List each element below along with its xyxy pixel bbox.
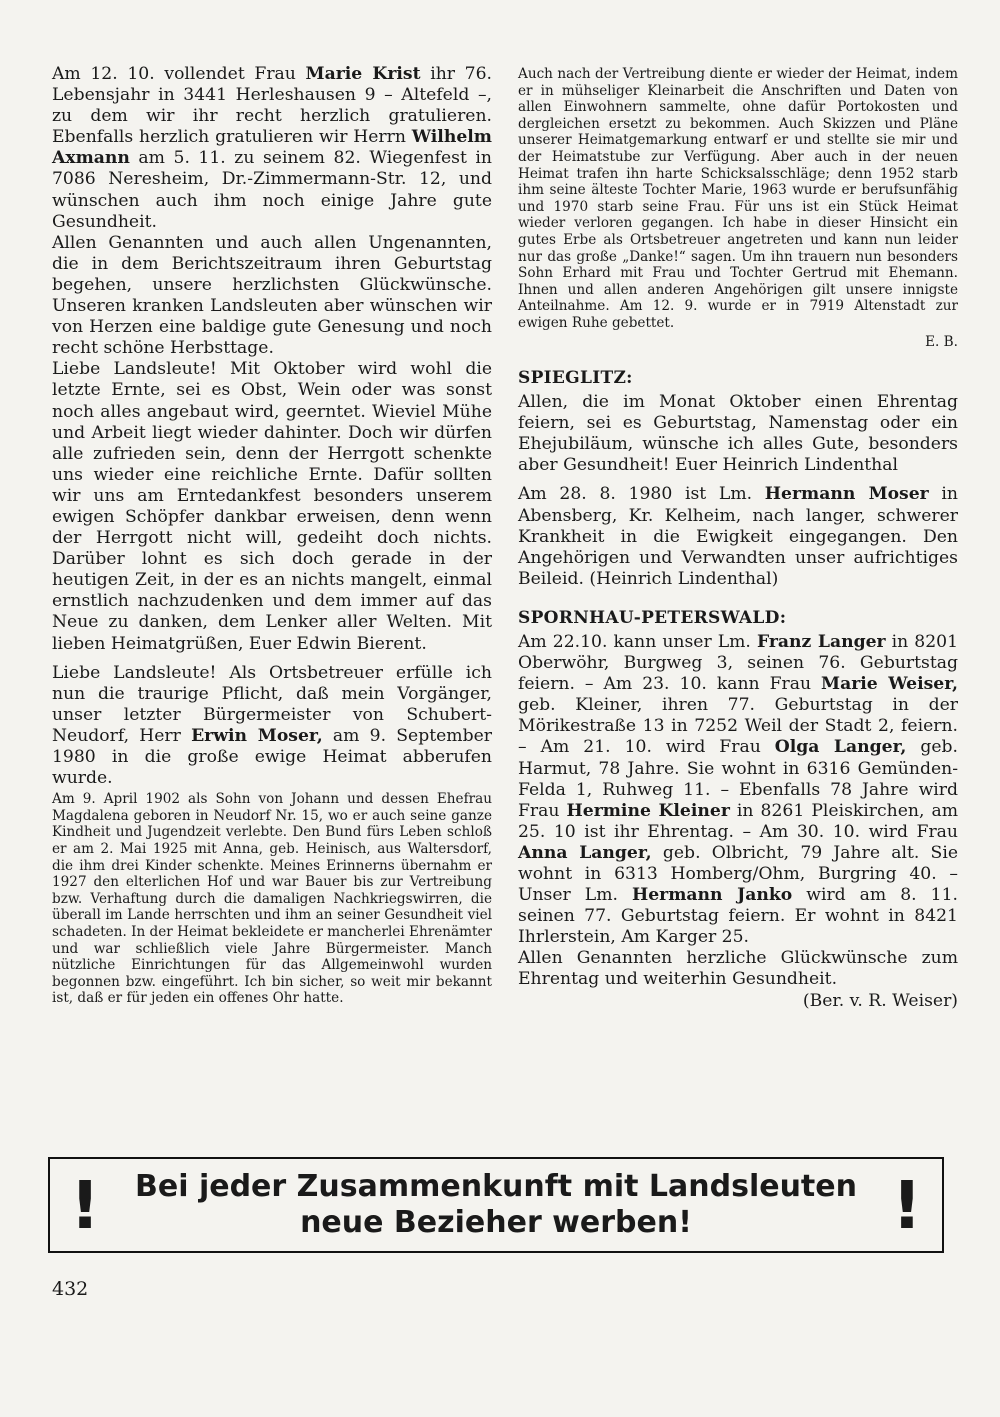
paragraph-obituary-intro (52, 663, 492, 790)
paragraph-harvest (52, 359, 492, 654)
text-run: Liebe Landsleute! Als Ortsbetreuer erfülle ich nun die traurige Pflicht, daß mein Vorgänger, unser letzter Bürgermeister von Schubert-Neudorf, Herr (52, 662, 492, 746)
text-run: Allen, die im Monat Oktober einen Ehrentag feiern, sei es Geburtstag, Namenstag oder ein Ehejubiläum, wünsche ich alles Gute, besonders aber Gesundheit! Euer Heinrich Lindenthal (518, 392, 958, 476)
text-run: Liebe Landsleute! Mit Oktober wird wohl die letzte Ernte, sei es Obst, Wein oder was sonst noch alles angebaut wird, geerntet. Wieviel Mühe und Arbeit liegt wieder dahinter. Doch wir dürfen alle zufrieden sein, denn der Herrgott schenkte uns wieder eine reichliche Ernte. Dafür sollten wir uns am Erntedankfest besonders unserem ewigen Schöpfer dankbar erweisen, denn wenn der Herrgott nicht will, gedeiht doch nichts. Darüber lohnt es sich doch gerade in der heutigen Zeit, in der es an nichts mangelt, einmal ernstlich nachzudenken und dem immer auf das Neue zu danken, dem Lenker aller Welten. Mit lieben Heimatgrüßen, Euer Edwin Bierent. (52, 359, 492, 654)
text-run: in 8261 Pleiskirchen, am 25. 10 ist ihr Ehrentag. – Am 30. 10. wird Frau (518, 800, 959, 842)
banner-line-2: neue Bezieher werben! (300, 1205, 692, 1240)
text-run: in Abensberg, Kr. Kelheim, nach langer, schwerer Krankheit in die Ewigkeit eingegangen. Den Angehörigen und Verwandten unser aufrichtiges Beileid. (Heinrich Lindenthal) (518, 484, 959, 589)
bold-name: Hermine Kleiner (566, 800, 730, 821)
text-run: Auch nach der Vertreibung diente er wieder der Heimat, indem er in mühseliger Kleinarbeit die Anschriften und Daten von allen Einwohnern sammelte, ohne dafür Portokosten und dergleichen ersetzt zu bekommen. Auch Skizzen und Pläne unserer Heimatgemarkung entwarf er und stellte sie mir und der Heimatstube zur Verfügung. Aber auch in der neuen Heimat trafen ihn harte Schicksalsschläge; denn 1952 starb ihm seine älteste Tochter Marie, 1963 wurde er berufsunfähig und 1970 starb seine Frau. Für uns ist ein Stück Heimat wieder verloren gegangen. Ich habe in dieser Hinsicht ein gutes Erbe als Ortsbetreuer angetreten und kann nun leider nur das große „Danke!“ sagen. Um ihn trauern nun besonders Sohn Erhard mit Frau und Tochter Gertrud mit Ehemann. Ihnen und allen anderen Angehörigen gilt unsere innigste Anteilnahme. Am 12. 9. wurde er in 7919 Altenstadt zur ewigen Ruhe gebettet. (518, 66, 958, 331)
paragraph-greetings (52, 233, 492, 360)
banner-line-1: Bei jeder Zusammenkunft mit Landsleuten (135, 1169, 857, 1204)
text-run: ihr 76. Lebensjahr in 3441 Herleshausen 9 – Altefeld –, zu dem wir ihr recht herzlich gratulieren. Ebenfalls herzlich gratulieren wir Herrn (52, 64, 493, 148)
bold-name: Anna Langer, (518, 842, 652, 863)
paragraph-spornhau-birthdays (518, 632, 958, 948)
signature-weiser: (Ber. v. R. Weiser) (802, 990, 958, 1011)
heading-spieglitz: SPIEGLITZ: (518, 368, 633, 389)
heading-spornhau-peterswald: SPORNHAU-PETERSWALD: (518, 607, 787, 628)
signature-eb: E. B. (925, 333, 958, 350)
bold-name: Erwin Moser, (191, 725, 323, 746)
bold-name: Marie Krist (305, 64, 421, 84)
bold-name: Franz Langer (756, 631, 886, 652)
paragraph-spieglitz-greetings (518, 392, 958, 476)
paragraph-spornhau-closing (518, 948, 958, 990)
text-run: Allen Genannten herzliche Glückwünsche zum Ehrentag und weiterhin Gesundheit. (518, 948, 958, 990)
bold-name: Hermann Janko (631, 885, 793, 906)
bold-name: Marie Weiser, (821, 674, 958, 695)
text-run: Am 12. 10. vollendet Frau (52, 64, 306, 84)
page-number: 432 (52, 1278, 89, 1300)
paragraph-birthdays-krist-axmann (52, 64, 492, 233)
bold-name: Olga Langer, (774, 737, 907, 758)
text-run: wird am 8. 11. seinen 77. Geburtstag feiern. Er wohnt in 8421 Ihrlerstein, Am Karger 25. (518, 885, 959, 948)
text-run: in 8201 Oberwöhr, Burgweg 3, seinen 76. Geburtstag feiern. – Am 23. 10. kann Frau (518, 631, 959, 695)
right-column (518, 64, 958, 1012)
paragraph-obituary-continued (518, 66, 958, 332)
advertisement-banner (48, 1157, 944, 1253)
text-run: geb. Kleiner, ihren 77. Geburtstag in der Mörikestraße 13 in 7252 Weil der Stadt 2, feiern. – Am 21. 10. wird Frau (518, 695, 958, 758)
exclamation-mark-right: ! (891, 1167, 922, 1244)
text-run: Am 22.10. kann unser Lm. (518, 631, 757, 652)
paragraph-obituary-biography (52, 791, 492, 1007)
bold-name: Wilhelm Axmann (52, 127, 492, 169)
text-run: Am 9. April 1902 als Sohn von Johann und dessen Ehefrau Magdalena geboren in Neudorf Nr. 15, wo er auch seine ganze Kindheit und Jugendzeit verlebte. Den Bund fürs Leben schloß er am 2. Mai 1925 mit Anna, geb. Heinisch, aus Waltersdorf, die ihm drei Kinder schenkte. Meines Erinnerns übernahm er 1927 den elterlichen Hof und war Bauer bis zur Vertreibung bzw. Verhaftung durch die damaligen Nachkriegswirren, die überall im Lande herrschten und ihm an seiner Gesundheit viel schadeten. In der Heimat bekleidete er mancherlei Ehrenämter und war schließlich viele Jahre Bürgermeister. Manch nützliche Einrichtungen für das Allgemeinwohl wurden begonnen bzw. eingeführt. Ich bin sicher, so weit mir bekannt ist, daß er für jeden ein offenes Ohr hatte. (52, 791, 492, 1007)
text-run: geb. Harmut, 78 Jahre. Sie wohnt in 6316 Gemünden-Felda 1, Ruhweg 11. – Ebenfalls 78 Jahre wird Frau (518, 737, 958, 821)
bold-name: Hermann Moser (764, 484, 929, 505)
exclamation-mark-left: ! (70, 1167, 101, 1244)
text-run: am 5. 11. zu seinem 82. Wiegenfest in 7086 Neresheim, Dr.-Zimmermann-Str. 12, und wünschen auch ihm noch einige Jahre gute Gesundheit. (52, 148, 492, 232)
paragraph-spieglitz-obituary (518, 484, 958, 589)
text-run: am 9. September 1980 in die große ewige Heimat abberufen wurde. (52, 725, 492, 789)
text-run: Allen Genannten und auch allen Ungenannten, die in dem Berichtszeitraum ihren Geburtstag begehen, unsere herzlichsten Glückwünsche. Unseren kranken Landsleuten aber wünschen wir von Herzen eine baldige gute Genesung und noch recht schöne Herbsttage. (52, 232, 492, 359)
text-run: Am 28. 8. 1980 ist Lm. (518, 484, 765, 505)
text-run: geb. Olbricht, 79 Jahre alt. Sie wohnt in 6313 Homberg/Ohm, Burgring 40. – Unser Lm. (518, 842, 958, 906)
banner-text (135, 1169, 857, 1241)
left-column (52, 64, 492, 1007)
